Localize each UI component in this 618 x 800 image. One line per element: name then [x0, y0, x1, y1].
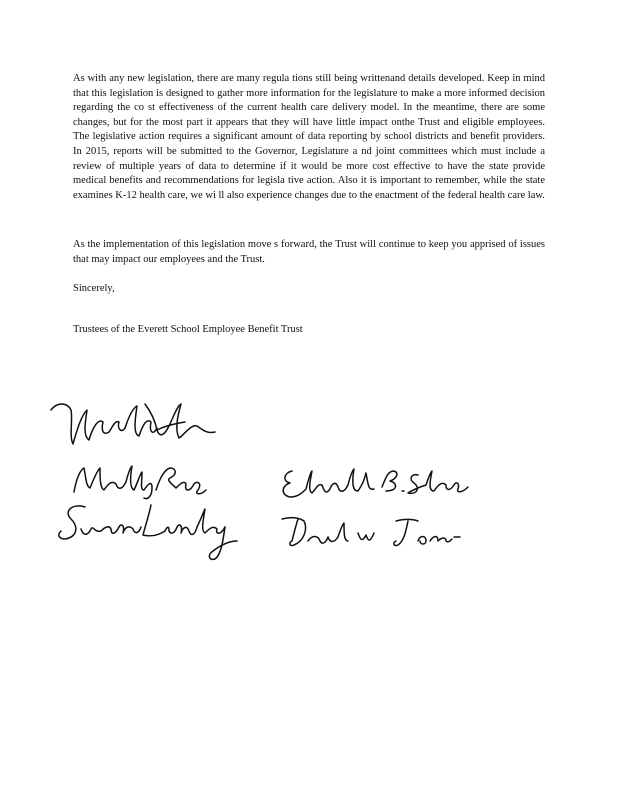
signature-4 — [55, 497, 240, 565]
signatory-line: Trustees of the Everett School Employee Benefit Trust — [73, 324, 303, 335]
signature-3 — [278, 463, 473, 508]
signature-2 — [70, 462, 210, 502]
signature-5 — [278, 515, 463, 555]
body-paragraph-2: As the implementation of this legislation move s forward, the Trust will continue to keep you apprised of issues that may impact our employees and the Trust. — [73, 239, 545, 265]
body-paragraph-1: As with any new legislation, there are many regula tions still being writtenand details developed. Keep in mind that this legislation is designed to gather more information for the legislature to make a more informed decision regarding the co st effectiveness of the current health care delivery model. In the meantime, there are some changes, but for the most part it appears that they will have little impact onthe Trust and eligible employees. The legislative action requires a significant amount of data reporting by school districts and benefit providers. In 2015, reports will be submitted to the Governor, Legislature a nd joint committees which must include a review of multiple years of data to determine if it would be more cost effective to have the state provide medical benefits and recommendations for legisla tive action. Also it is important to remember, while the state examines K-12 health care, we wi ll also experience changes due to the enactment of the federal health care law. — [73, 73, 545, 201]
signature-1 — [45, 396, 220, 456]
closing-salutation: Sincerely, — [73, 283, 115, 294]
